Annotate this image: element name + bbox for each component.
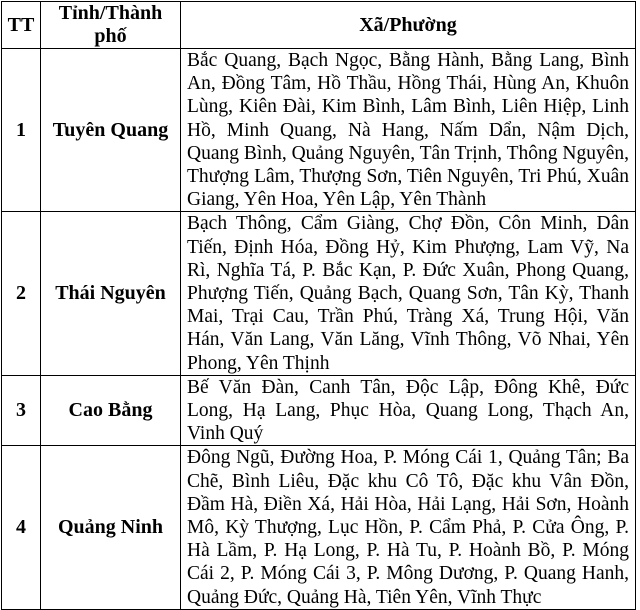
row-province: Quảng Ninh: [41, 446, 181, 609]
row-wards: Bạch Thông, Cẩm Giàng, Chợ Đồn, Côn Minh, Dân Tiến, Định Hóa, Đồng Hỷ, Kim Phượng, Lam Vỹ, Na Rì, Nghĩa Tá, P. Bắc Kạn, P. Đức Xuân, Phong Quang, Phượng Tiến, Quảng Bạch, Quang Sơn, Tân Kỳ, Thanh Mai, Trại Cau, Trần Phú, Tràng Xá, Trung Hội, Văn Hán, Văn Lang, Văn Lăng, Vĩnh Thông, Võ Nhai, Yên Phong, Yên Thịnh: [181, 212, 636, 375]
table-row: [2, 375, 636, 446]
row-wards: Bắc Quang, Bạch Ngọc, Bằng Hành, Bằng Lang, Bình An, Đồng Tâm, Hồ Thầu, Hồng Thái, Hùng An, Khuôn Lùng, Kiên Đài, Kim Bình, Lâm Bình, Liên Hiệp, Linh Hồ, Minh Quang, Nà Hang, Nấm Dẩn, Nậm Dịch, Quang Bình, Quảng Nguyên, Tân Trịnh, Thông Nguyên, Thượng Lâm, Thượng Sơn, Tiên Nguyên, Tri Phú, Xuân Giang, Yên Hoa, Yên Lập, Yên Thành: [181, 49, 636, 212]
row-wards: Đông Ngũ, Đường Hoa, P. Móng Cái 1, Quảng Tân; Ba Chẽ, Bình Liêu, Đặc khu Cô Tô, Đặc khu Vân Đồn, Đầm Hà, Điền Xá, Hải Hòa, Hải Lạng, Hải Sơn, Hoành Mô, Kỳ Thượng, Lục Hồn, P. Cẩm Phả, P. Cửa Ông, P. Hà Lầm, P. Hạ Long, P. Hà Tu, P. Hoành Bồ, P. Móng Cái 2, P. Móng Cái 3, P. Mông Dương, P. Quang Hanh, Quảng Đức, Quảng Hà, Tiên Yên, Vĩnh Thực: [181, 446, 636, 609]
row-province: Thái Nguyên: [41, 212, 181, 375]
header-row: [2, 2, 636, 49]
row-province: Cao Bằng: [41, 375, 181, 446]
row-number: 2: [2, 212, 41, 375]
table-row: [2, 49, 636, 212]
table-row: [2, 446, 636, 609]
row-province: Tuyên Quang: [41, 49, 181, 212]
row-number: 1: [2, 49, 41, 212]
header-province-line2: phố: [94, 25, 127, 47]
header-tt: TT: [2, 2, 41, 49]
header-province: [41, 2, 181, 49]
wards-table: [1, 1, 636, 610]
header-wards: Xã/Phường: [181, 2, 636, 49]
header-province-line1: Tỉnh/Thành: [58, 2, 163, 24]
row-number: 3: [2, 375, 41, 446]
row-wards: Bế Văn Đàn, Canh Tân, Độc Lập, Đông Khê, Đức Long, Hạ Lang, Phục Hòa, Quang Long, Thạch An, Vinh Quý: [181, 375, 636, 446]
table-row: [2, 212, 636, 375]
row-number: 4: [2, 446, 41, 609]
